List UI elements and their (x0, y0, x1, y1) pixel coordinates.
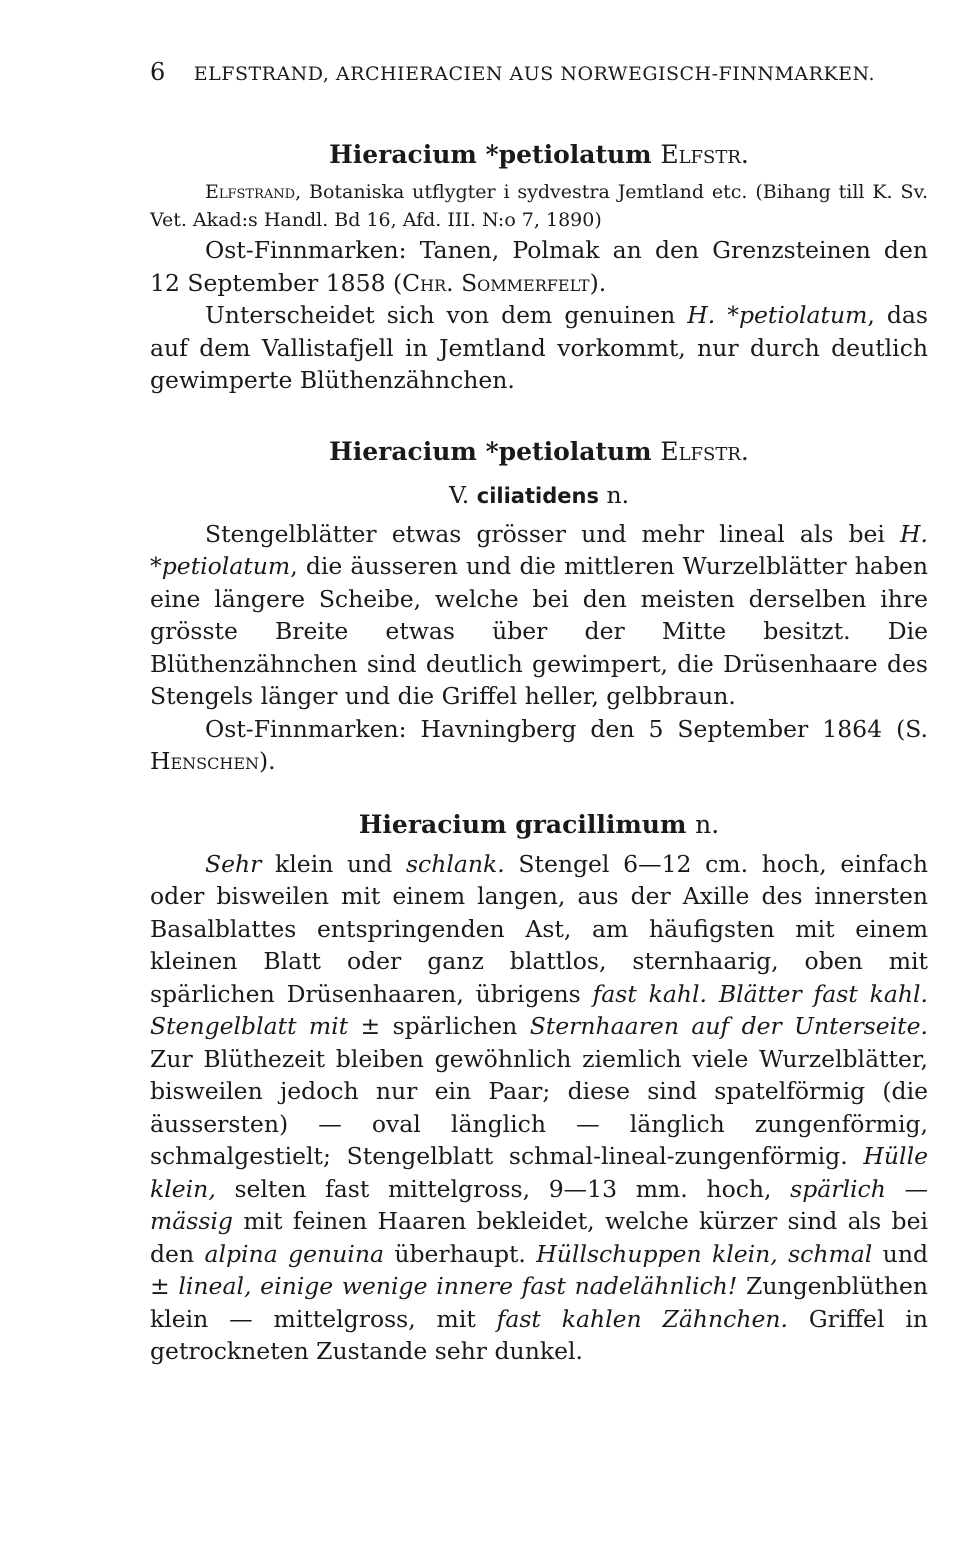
taxon-italic: H. *petiolatum (150, 519, 928, 580)
description-paragraph (150, 299, 928, 397)
running-title: ELFSTRAND, ARCHIERACIEN AUS NORWEGISCH-FINNMARKEN. (193, 63, 875, 85)
heading-suffix: n. (695, 809, 720, 839)
reference-text: Botaniska utflygter i sydvestra Jemtland etc. (Bihang till K. Sv. Vet. Akad:s Handl. Bd 16, Afd. III. N:o 7, 1890) (150, 181, 929, 231)
italic-text: schlank. (406, 849, 505, 878)
variety-heading (150, 481, 928, 510)
collector-name: Chr. Sommerfelt (402, 268, 590, 297)
body-text: klein und (261, 849, 406, 878)
italic-text: lineal, einige wenige innere fast nadelähnlich! (178, 1272, 738, 1300)
italic-text: fast kahl. Blätter fast kahl. Stengelblatt mit (150, 979, 928, 1040)
locality-end: ). (589, 268, 607, 297)
body-text: ± spärlichen (348, 1012, 530, 1040)
reference-author: Elfstrand, (205, 181, 302, 203)
page-body (150, 140, 928, 1368)
body-text: Stengel 6—12 cm. hoch, einfach oder bisweilen mit einem langen, aus der Axille des innersten Basalblattes entspringenden Ast, am häufigsten mit einem kleinen Blatt oder ganz blattlos, sternhaarig, oben mit spärlichen Drüsenhaaren, übrigens (150, 849, 928, 1008)
italic-text: Hüllschuppen klein, schmal (536, 1239, 873, 1268)
italic-text: alpina genuina (204, 1239, 384, 1268)
variety-prefix: V. (448, 480, 470, 509)
collector-name: S. Henschen (150, 714, 928, 775)
description-text: , die äusseren und die mittleren Wurzelblätter haben eine längere Scheibe, welche bei den meisten derselben ihre grösste Breite etwas über der Mitte besitzt. Die Blüthenzähnchen sind deutlich gewimpert, die Drüsenhaare des Stengels länger und die Griffel heller, gelbbraun. (150, 552, 928, 710)
heading-author: Elfstr. (660, 140, 749, 169)
description-text: Stengelblätter etwas grösser und mehr lineal als bei (205, 519, 901, 548)
locality-end: ). (259, 747, 276, 775)
heading-taxon: Hieracium *petiolatum (329, 140, 652, 169)
italic-text: spärlich — mässig (150, 1174, 928, 1235)
body-text: Griffel in getrockneten Zustande sehr dunkel. (150, 1304, 928, 1365)
section-heading (150, 140, 928, 170)
body-text: Zungenblüthen klein — mittelgross, mit (150, 1272, 928, 1333)
variety-suffix: n. (606, 480, 630, 509)
section-heading (150, 810, 928, 840)
heading-taxon: Hieracium gracillimum (358, 809, 687, 839)
page-number: 6 (150, 58, 166, 86)
taxon-italic: H. *petiolatum (687, 301, 868, 329)
locality-paragraph (150, 234, 928, 299)
page-header (150, 58, 930, 86)
section-heading (150, 437, 928, 467)
description-paragraph (150, 848, 928, 1368)
heading-taxon: Hieracium *petiolatum (329, 436, 652, 466)
description-text: Unterscheidet sich von dem genuinen (205, 301, 688, 329)
variety-name: ciliatidens (476, 483, 599, 508)
italic-text: Sternhaaren auf der Unterseite. (529, 1012, 928, 1040)
description-paragraph (150, 518, 928, 713)
locality-text: Ost-Finnmarken: Havningberg den 5 September 1864 ( (205, 714, 906, 743)
heading-author: Elfstr. (660, 436, 749, 466)
italic-text: Hülle klein, (150, 1142, 928, 1203)
body-text: überhaupt. (383, 1239, 537, 1268)
body-text: und ± (150, 1239, 928, 1300)
description-text: , das auf dem Vallistafjell in Jemtland vorkommt, nur durch deutlich gewimperte Blüthenzähnchen. (150, 301, 928, 394)
body-text: Zur Blüthezeit bleiben gewöhnlich ziemlich viele Wurzelblätter, bisweilen jedoch nur ein Paar; diese sind spatelförmig (die äussersten) — oval länglich — länglich zungenförmig, schmalgestielt; Stengelblatt schmal-lineal-zungenförmig. (150, 1044, 928, 1170)
locality-text: Ost-Finnmarken: Tanen, Polmak an den Grenzsteinen den 12 September 1858 ( (150, 236, 928, 297)
body-text: selten fast mittelgross, 9—13 mm. hoch, (215, 1174, 791, 1203)
locality-paragraph (150, 713, 928, 778)
italic-text: Sehr (205, 849, 262, 878)
body-text: mit feinen Haaren bekleidet, welche kürzer sind als bei den (150, 1207, 928, 1268)
reference-paragraph (150, 178, 928, 234)
italic-text: fast kahlen Zähnchen. (496, 1304, 788, 1333)
